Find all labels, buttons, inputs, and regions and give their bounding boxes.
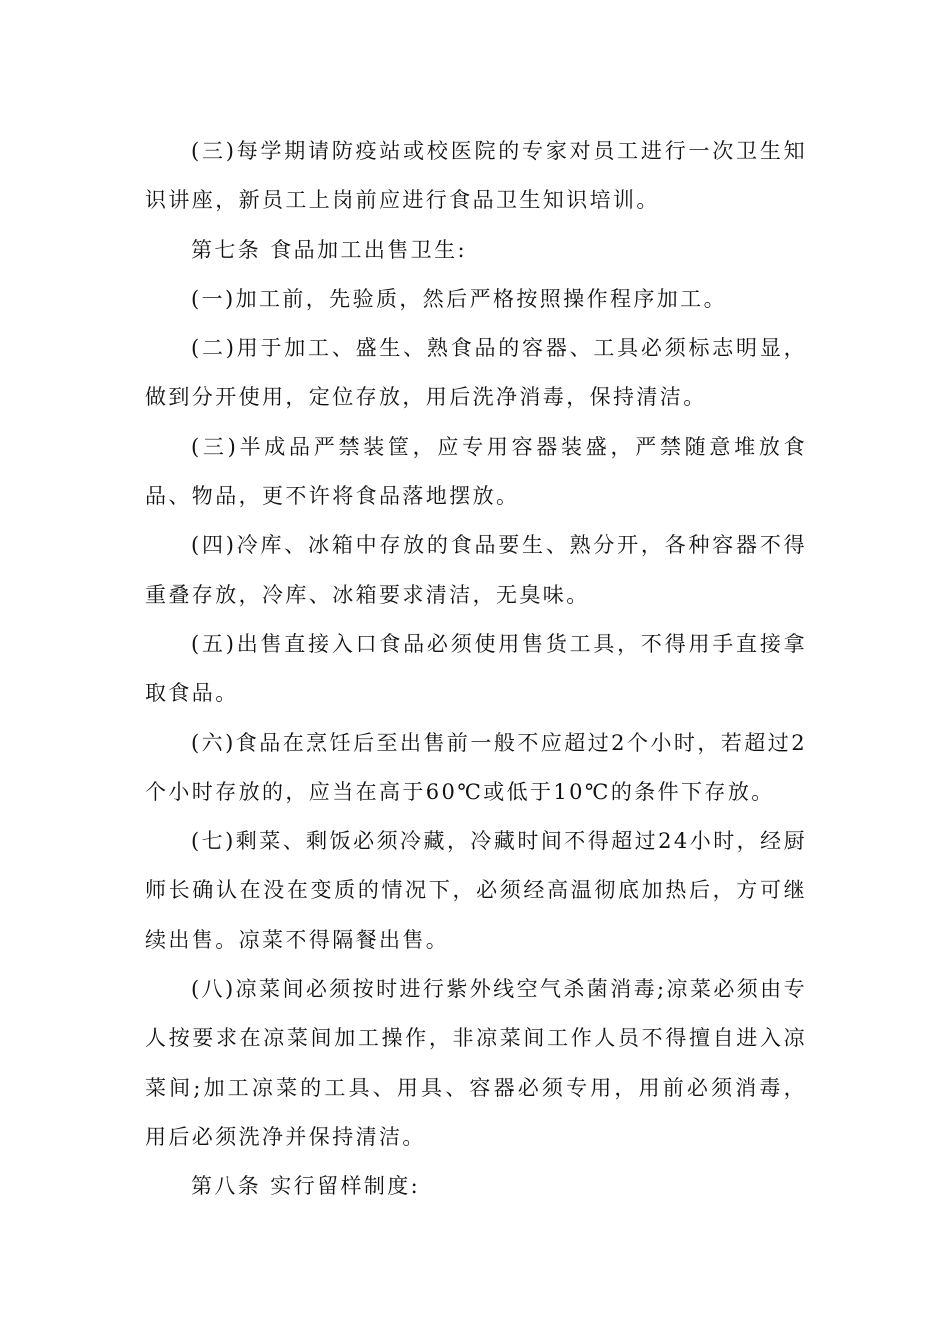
paragraph: (三)半成品严禁装筐，应专用容器装盛，严禁随意堆放食品、物品，更不许将食品落地摆放。 [145, 434, 807, 509]
paragraph: (七)剩菜、剩饭必须冷藏，冷藏时间不得超过24小时，经厨师长确认在没在变质的情况下，必须经高温彻底加热后，方可继续出售。凉菜不得隔餐出售。 [145, 829, 807, 952]
document-body [145, 127, 807, 1212]
paragraph: (四)冷库、冰箱中存放的食品要生、熟分开，各种容器不得重叠存放，冷库、冰箱要求清洁，无臭味。 [145, 533, 807, 607]
paragraph: (五)出售直接入口食品必须使用售货工具，不得用手直接拿取食品。 [145, 631, 807, 706]
paragraph: (三)每学期请防疫站或校医院的专家对员工进行一次卫生知识讲座，新员工上岗前应进行食品卫生知识培训。 [145, 139, 807, 213]
paragraph: (八)凉菜间必须按时进行紫外线空气杀菌消毒;凉菜必须由专人按要求在凉菜间加工操作，非凉菜间工作人员不得擅自进入凉菜间;加工凉菜的工具、用具、容器必须专用，用前必须消毒，用后必须洗净并保持清洁。 [145, 977, 807, 1149]
section-heading: 第八条 实行留样制度: [191, 1174, 421, 1199]
paragraph: (一)加工前，先验质，然后严格按照操作程序加工。 [191, 286, 727, 311]
section-heading: 第七条 食品加工出售卫生: [191, 237, 467, 262]
paragraph: (二)用于加工、盛生、熟食品的容器、工具必须标志明显，做到分开使用，定位存放，用后洗净消毒，保持清洁。 [145, 336, 807, 410]
paragraph: (六)食品在烹饪后至出售前一般不应超过2个小时，若超过2个小时存放的，应当在高于60℃或低于10℃的条件下存放。 [145, 730, 807, 804]
